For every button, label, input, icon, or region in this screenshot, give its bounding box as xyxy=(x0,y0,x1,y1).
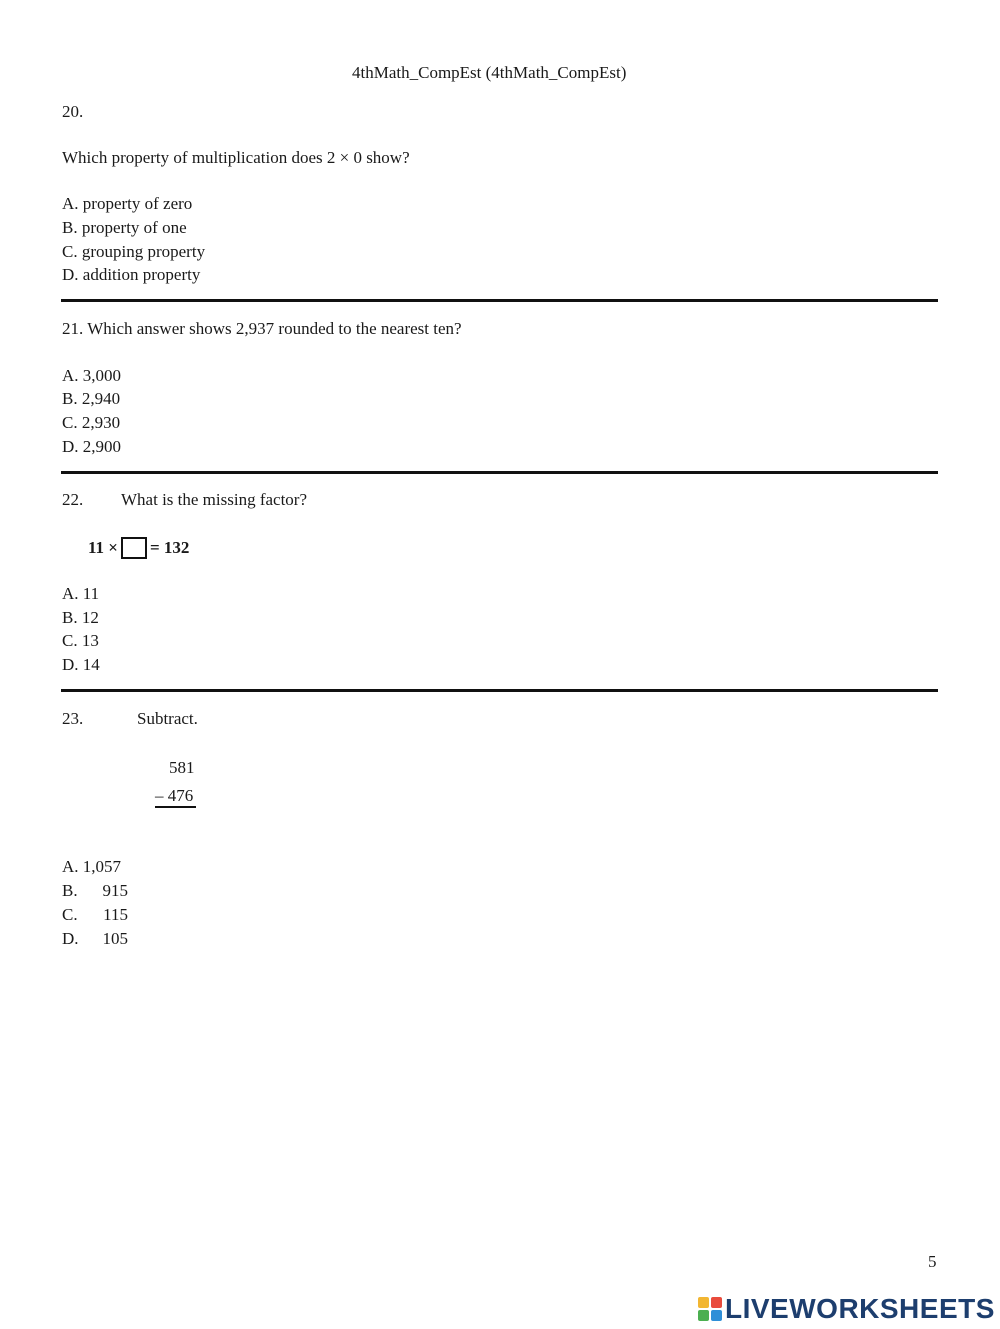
q20-option-a[interactable]: A. property of zero xyxy=(62,194,193,213)
brand-name: LIVEWORKSHEETS xyxy=(725,1293,995,1324)
q20-option-b[interactable]: B. property of one xyxy=(62,218,187,237)
q21-option-b[interactable]: B. 2,940 xyxy=(62,389,121,408)
missing-factor-box[interactable] xyxy=(121,537,147,559)
option-letter: B. xyxy=(62,881,78,900)
equation-right: = 132 xyxy=(150,538,190,557)
divider xyxy=(61,299,938,302)
divider xyxy=(61,689,938,692)
subtraction-line xyxy=(155,806,196,808)
q22-option-c[interactable]: C. 13 xyxy=(62,631,99,650)
option-value: 105 xyxy=(102,929,128,948)
subtraction-subtrahend: – 476 xyxy=(155,786,194,805)
q22-option-a[interactable]: A. 11 xyxy=(62,584,100,603)
question-23-number: 23. xyxy=(62,709,84,728)
option-letter: A. xyxy=(62,857,79,876)
q23-option-a[interactable] xyxy=(62,857,121,877)
question-20-number: 20. xyxy=(62,102,84,121)
page-number: 5 xyxy=(928,1252,937,1271)
equation-left: 11 × xyxy=(88,538,118,557)
question-21-text: 21. Which answer shows 2,937 rounded to the nearest ten? xyxy=(62,319,462,338)
q21-option-c[interactable]: C. 2,930 xyxy=(62,413,121,432)
option-letter: C. xyxy=(62,905,78,924)
subtraction-minuend: 581 xyxy=(169,758,195,777)
option-value: 915 xyxy=(102,881,128,900)
option-value: 115 xyxy=(103,905,128,924)
q23-option-b[interactable] xyxy=(62,881,128,901)
q23-option-d[interactable] xyxy=(62,929,128,949)
page-title: 4thMath_CompEst (4thMath_CompEst) xyxy=(352,63,627,82)
q23-option-c[interactable] xyxy=(62,905,128,925)
question-22-number: 22. xyxy=(62,490,84,509)
liveworksheets-logo[interactable] xyxy=(697,1294,995,1324)
question-20-text: Which property of multiplication does 2 × 0 show? xyxy=(62,148,410,167)
option-value: 1,057 xyxy=(82,857,122,876)
question-23-text: Subtract. xyxy=(137,709,198,728)
option-letter: D. xyxy=(62,929,79,948)
q21-option-a[interactable]: A. 3,000 xyxy=(62,366,122,385)
q22-option-d[interactable]: D. 14 xyxy=(62,655,100,674)
q22-option-b[interactable]: B. 12 xyxy=(62,608,99,627)
q21-option-d[interactable]: D. 2,900 xyxy=(62,437,122,456)
liveworksheets-logo-icon xyxy=(697,1296,723,1322)
q20-option-c[interactable]: C. grouping property xyxy=(62,242,206,261)
question-22-text: What is the missing factor? xyxy=(121,490,308,509)
q20-option-d[interactable]: D. addition property xyxy=(62,265,201,284)
divider xyxy=(61,471,938,474)
missing-factor-equation xyxy=(88,537,189,559)
